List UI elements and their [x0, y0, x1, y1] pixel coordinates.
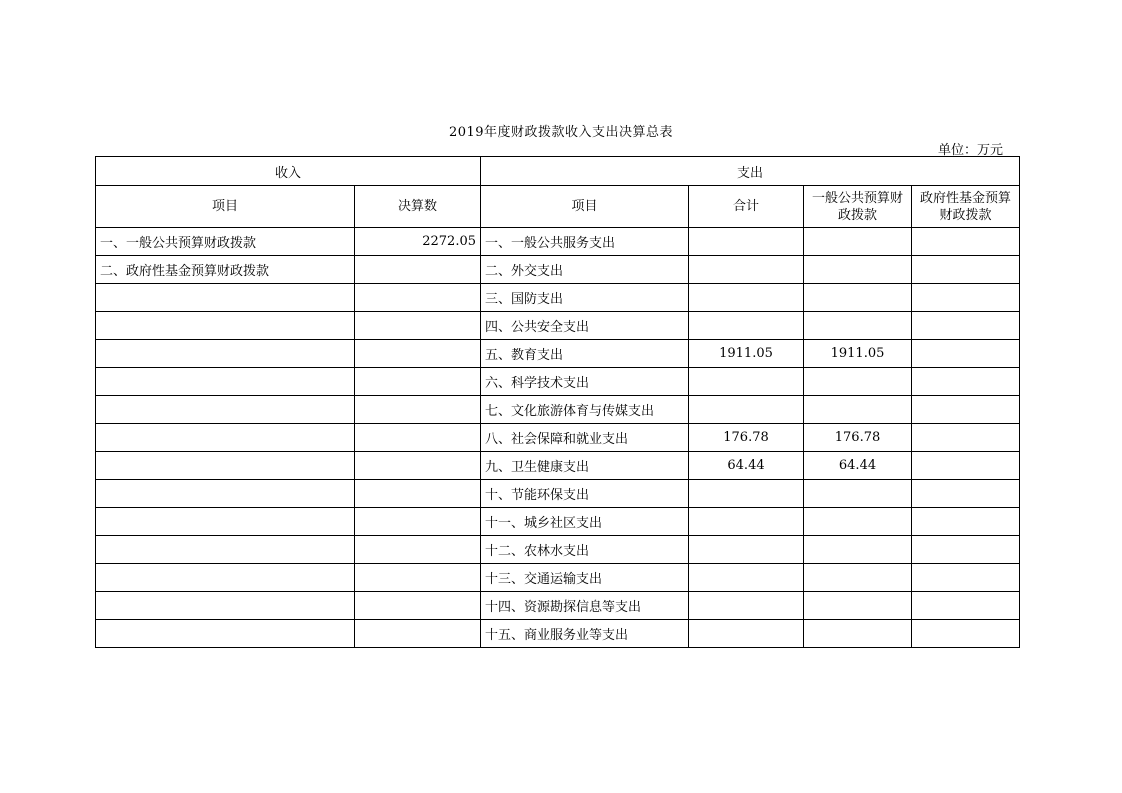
table-row	[96, 508, 1020, 536]
expense-item-cell: 十四、资源勘探信息等支出	[481, 592, 689, 620]
income-amount-cell	[355, 284, 481, 312]
income-item-cell	[96, 480, 355, 508]
total-cell: 176.78	[689, 424, 804, 452]
gov-fund-cell	[912, 424, 1020, 452]
total-cell: 64.44	[689, 452, 804, 480]
expense-item-cell: 十、节能环保支出	[481, 480, 689, 508]
total-cell	[689, 564, 804, 592]
gov-fund-cell	[912, 340, 1020, 368]
gov-fund-cell	[912, 536, 1020, 564]
income-amount-cell	[355, 564, 481, 592]
income-item-cell	[96, 312, 355, 340]
income-section-header: 收入	[96, 157, 481, 186]
income-amount-cell	[355, 368, 481, 396]
income-item-cell	[96, 284, 355, 312]
income-item-cell	[96, 620, 355, 648]
table-row	[96, 424, 1020, 452]
table-row	[96, 592, 1020, 620]
gov-fund-cell	[912, 592, 1020, 620]
table-row	[96, 256, 1020, 284]
expense-item-cell: 九、卫生健康支出	[481, 452, 689, 480]
general-budget-cell	[804, 592, 912, 620]
table-row	[96, 284, 1020, 312]
total-cell	[689, 620, 804, 648]
income-amount-cell	[355, 508, 481, 536]
income-amount-header: 决算数	[355, 186, 481, 228]
income-amount-cell	[355, 620, 481, 648]
expense-item-cell: 四、公共安全支出	[481, 312, 689, 340]
expense-item-cell: 五、教育支出	[481, 340, 689, 368]
income-amount-cell	[355, 256, 481, 284]
table-row	[96, 340, 1020, 368]
total-header: 合计	[689, 186, 804, 228]
total-cell	[689, 256, 804, 284]
gov-fund-cell	[912, 284, 1020, 312]
income-amount-cell: 2272.05	[355, 228, 481, 256]
income-amount-cell	[355, 480, 481, 508]
section-header-row	[96, 157, 1020, 186]
income-item-cell	[96, 564, 355, 592]
general-budget-cell	[804, 564, 912, 592]
income-amount-cell	[355, 424, 481, 452]
general-budget-cell: 64.44	[804, 452, 912, 480]
income-item-cell	[96, 396, 355, 424]
income-item-cell	[96, 340, 355, 368]
income-item-cell	[96, 452, 355, 480]
gov-fund-header: 政府性基金预算财政拨款	[912, 186, 1020, 228]
table-row	[96, 396, 1020, 424]
column-header-row	[96, 186, 1020, 228]
gov-fund-cell	[912, 312, 1020, 340]
gov-fund-cell	[912, 564, 1020, 592]
total-cell: 1911.05	[689, 340, 804, 368]
income-amount-cell	[355, 312, 481, 340]
table-row	[96, 312, 1020, 340]
table-row	[96, 480, 1020, 508]
income-item-cell	[96, 368, 355, 396]
total-cell	[689, 480, 804, 508]
expense-item-cell: 十五、商业服务业等支出	[481, 620, 689, 648]
total-cell	[689, 396, 804, 424]
table-row	[96, 368, 1020, 396]
expense-section-header: 支出	[481, 157, 1020, 186]
income-amount-cell	[355, 396, 481, 424]
budget-table	[95, 156, 1020, 648]
income-item-cell	[96, 592, 355, 620]
gov-fund-cell	[912, 256, 1020, 284]
total-cell	[689, 536, 804, 564]
expense-item-cell: 十三、交通运输支出	[481, 564, 689, 592]
income-item-cell	[96, 536, 355, 564]
total-cell	[689, 284, 804, 312]
expense-item-cell: 七、文化旅游体育与传媒支出	[481, 396, 689, 424]
gov-fund-cell	[912, 452, 1020, 480]
gov-fund-cell	[912, 508, 1020, 536]
expense-item-cell: 八、社会保障和就业支出	[481, 424, 689, 452]
general-budget-cell	[804, 480, 912, 508]
income-item-cell: 一、一般公共预算财政拨款	[96, 228, 355, 256]
income-amount-cell	[355, 340, 481, 368]
income-amount-cell	[355, 592, 481, 620]
unit-label: 单位：万元	[937, 143, 1003, 158]
total-cell	[689, 508, 804, 536]
general-budget-header: 一般公共预算财政拨款	[804, 186, 912, 228]
general-budget-cell	[804, 312, 912, 340]
income-item-cell	[96, 424, 355, 452]
table-row	[96, 228, 1020, 256]
expense-item-cell: 一、一般公共服务支出	[481, 228, 689, 256]
general-budget-cell: 1911.05	[804, 340, 912, 368]
expense-item-cell: 三、国防支出	[481, 284, 689, 312]
gov-fund-cell	[912, 396, 1020, 424]
income-amount-cell	[355, 536, 481, 564]
expense-item-cell: 十一、城乡社区支出	[481, 508, 689, 536]
income-amount-cell	[355, 452, 481, 480]
gov-fund-cell	[912, 368, 1020, 396]
income-item-cell: 二、政府性基金预算财政拨款	[96, 256, 355, 284]
general-budget-cell	[804, 396, 912, 424]
table-row	[96, 564, 1020, 592]
income-item-header: 项目	[96, 186, 355, 228]
expense-item-header: 项目	[481, 186, 689, 228]
gov-fund-cell	[912, 480, 1020, 508]
general-budget-cell: 176.78	[804, 424, 912, 452]
expense-item-cell: 六、科学技术支出	[481, 368, 689, 396]
total-cell	[689, 228, 804, 256]
gov-fund-cell	[912, 620, 1020, 648]
general-budget-cell	[804, 368, 912, 396]
page-title: 2019年度财政拨款收入支出决算总表	[448, 125, 674, 140]
total-cell	[689, 592, 804, 620]
table-row	[96, 452, 1020, 480]
expense-item-cell: 二、外交支出	[481, 256, 689, 284]
general-budget-cell	[804, 284, 912, 312]
gov-fund-cell	[912, 228, 1020, 256]
table-body	[96, 228, 1020, 648]
total-cell	[689, 312, 804, 340]
table-row	[96, 620, 1020, 648]
expense-item-cell: 十二、农林水支出	[481, 536, 689, 564]
general-budget-cell	[804, 536, 912, 564]
general-budget-cell	[804, 256, 912, 284]
table-row	[96, 536, 1020, 564]
total-cell	[689, 368, 804, 396]
general-budget-cell	[804, 620, 912, 648]
general-budget-cell	[804, 228, 912, 256]
income-item-cell	[96, 508, 355, 536]
general-budget-cell	[804, 508, 912, 536]
